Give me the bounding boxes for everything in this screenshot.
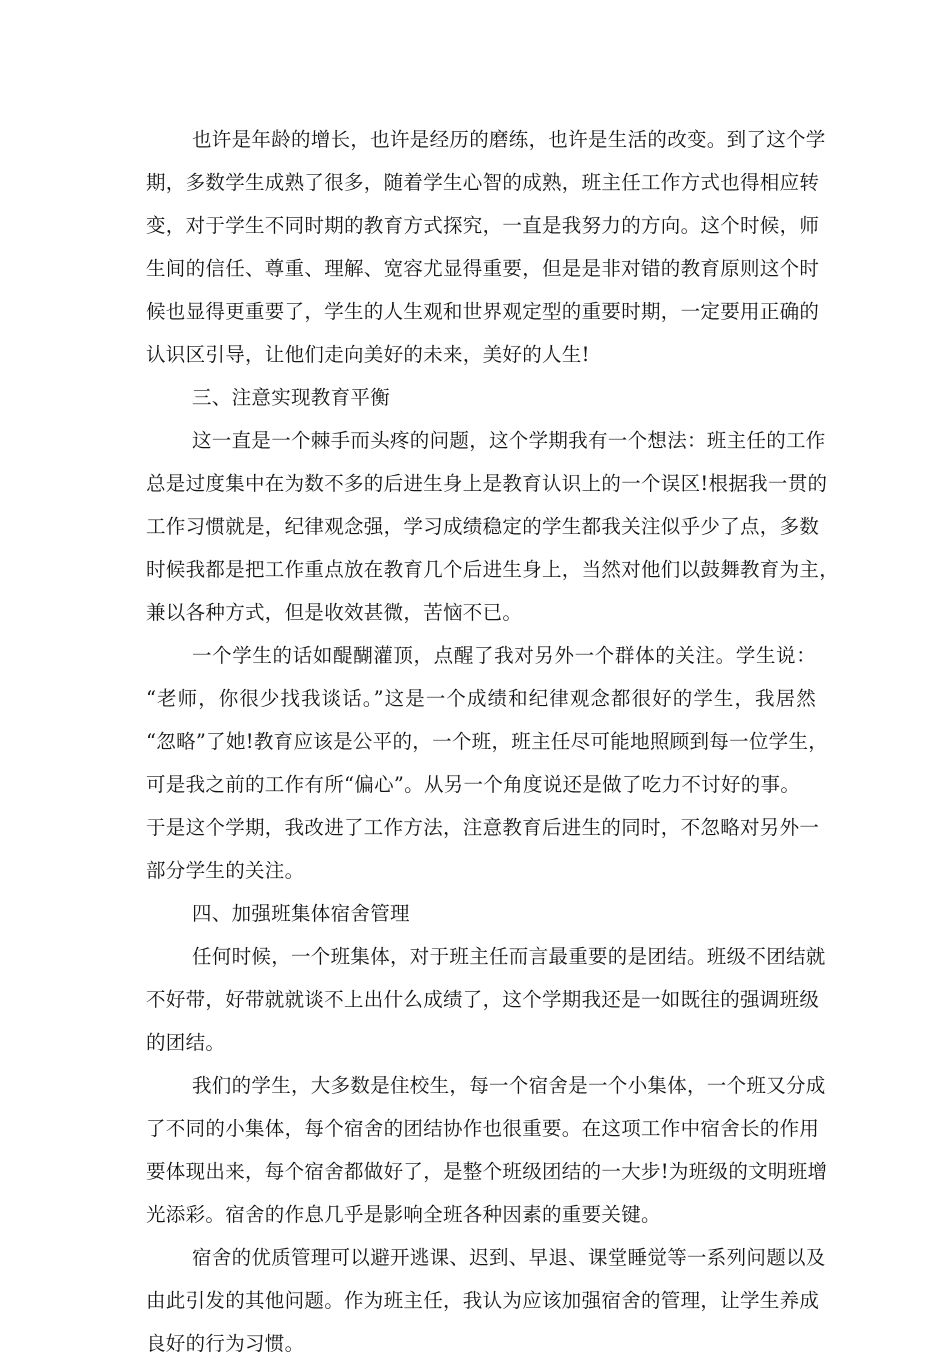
document-page <box>146 118 840 1365</box>
paragraph-1-line-4: 生间的信任、尊重、理解、宽容尤显得重要，但是是非对错的教育原则这个时 <box>146 257 820 280</box>
section-heading-4: 四、加强班集体宿舍管理 <box>192 902 410 925</box>
paragraph-1-line-6: 认识区引导，让他们走向美好的未来，美好的人生! <box>146 343 590 366</box>
paragraph-2-line-2: 总是过度集中在为数不多的后进生身上是教育认识上的一个误区!根据我一贯的 <box>146 472 828 495</box>
paragraph-3-line-2: “老师，你很少找我谈话。”这是一个成绩和纪律观念都很好的学生，我居然 <box>146 687 816 710</box>
paragraph-1-line-2: 期，多数学生成熟了很多，随着学生心智的成熟，班主任工作方式也得相应转 <box>146 171 820 194</box>
paragraph-1-line-3: 变，对于学生不同时期的教育方式探究，一直是我努力的方向。这个时候，师 <box>146 214 820 237</box>
paragraph-6-line-2: 由此引发的其他问题。作为班主任，我认为应该加强宿舍的管理，让学生养成 <box>146 1289 820 1312</box>
paragraph-3-line-6: 部分学生的关注。 <box>146 859 305 882</box>
paragraph-1-line-5: 候也显得更重要了，学生的人生观和世界观定型的重要时期，一定要用正确的 <box>146 300 820 323</box>
paragraph-3-line-5: 于是这个学期，我改进了工作方法，注意教育后进生的同时，不忽略对另外一 <box>146 816 820 839</box>
paragraph-6-line-3: 良好的行为习惯。 <box>146 1332 305 1355</box>
paragraph-2-line-5: 兼以各种方式，但是收效甚微，苦恼不已。 <box>146 601 523 624</box>
paragraph-4-line-1: 任何时候，一个班集体，对于班主任而言最重要的是团结。班级不团结就 <box>192 945 826 968</box>
paragraph-3-line-1: 一个学生的话如醍醐灌顶，点醒了我对另外一个群体的关注。学生说： <box>192 644 816 667</box>
section-heading-3: 三、注意实现教育平衡 <box>192 386 391 409</box>
paragraph-2-line-1: 这一直是一个棘手而头疼的问题，这个学期我有一个想法：班主任的工作 <box>192 429 826 452</box>
paragraph-2-line-4: 时候我都是把工作重点放在教育几个后进生身上，当然对他们以鼓舞教育为主， <box>146 558 840 581</box>
paragraph-5-line-1: 我们的学生，大多数是住校生，每一个宿舍是一个小集体，一个班又分成 <box>192 1074 826 1097</box>
paragraph-2-line-3: 工作习惯就是，纪律观念强，学习成绩稳定的学生都我关注似乎少了点，多数 <box>146 515 820 538</box>
paragraph-6-line-1: 宿舍的优质管理可以避开逃课、迟到、早退、课堂睡觉等一系列问题以及 <box>192 1246 826 1269</box>
paragraph-3-line-4: 可是我之前的工作有所“偏心”。从另一个角度说还是做了吃力不讨好的事。 <box>146 773 801 796</box>
paragraph-4-line-2: 不好带，好带就就谈不上出什么成绩了，这个学期我还是一如既往的强调班级 <box>146 988 820 1011</box>
paragraph-5-line-2: 了不同的小集体，每个宿舍的团结协作也很重要。在这项工作中宿舍长的作用 <box>146 1117 820 1140</box>
paragraph-1-line-1: 也许是年龄的增长，也许是经历的磨练，也许是生活的改变。到了这个学 <box>192 128 826 151</box>
paragraph-5-line-3: 要体现出来，每个宿舍都做好了，是整个班级团结的一大步!为班级的文明班增 <box>146 1160 828 1183</box>
paragraph-3-line-3: “忽略”了她!教育应该是公平的，一个班，班主任尽可能地照顾到每一位学生， <box>146 730 829 753</box>
paragraph-5-line-4: 光添彩。宿舍的作息几乎是影响全班各种因素的重要关键。 <box>146 1203 661 1226</box>
paragraph-4-line-3: 的团结。 <box>146 1031 226 1054</box>
